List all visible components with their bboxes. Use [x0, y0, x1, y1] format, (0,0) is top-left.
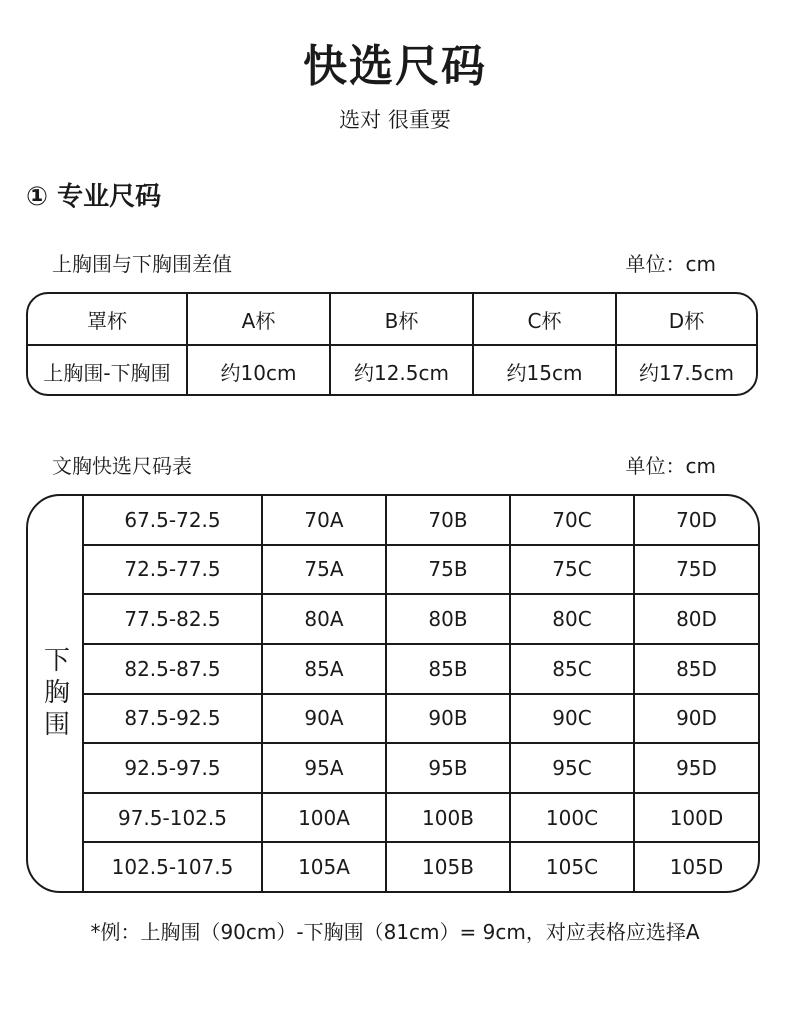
underbust-range-cell: 77.5-82.5 — [124, 607, 221, 632]
size-cell: 80A — [261, 595, 385, 643]
bra-size-table — [26, 494, 760, 893]
size-table-body — [84, 496, 758, 891]
size-cell: 95D — [633, 744, 758, 792]
size-cell: 100B — [385, 794, 509, 842]
underbust-range-cell: 82.5-87.5 — [124, 656, 221, 681]
size-cell: 75D — [633, 546, 758, 594]
table-header-cell: D杯 — [615, 294, 756, 344]
table-cell: 约12.5cm — [329, 346, 472, 396]
table-row — [28, 346, 756, 396]
size-cell: 95A — [261, 744, 385, 792]
table-header-row — [28, 294, 756, 346]
size-table-label: 文胸快选尺码表 — [52, 454, 192, 478]
table-row — [84, 593, 758, 643]
table-header-cell: B杯 — [329, 294, 472, 344]
page-subtitle: 选对 很重要 — [339, 108, 451, 132]
table-row — [84, 544, 758, 594]
underbust-side-label — [28, 496, 84, 891]
size-cell: 70C — [509, 496, 633, 544]
table-row — [84, 742, 758, 792]
size-cell: 105A — [261, 843, 385, 891]
section-title: ① 专业尺码 — [26, 182, 162, 212]
size-cell: 105B — [385, 843, 509, 891]
size-cell: 75C — [509, 546, 633, 594]
size-cell: 85B — [385, 645, 509, 693]
size-cell: 90B — [385, 695, 509, 743]
size-cell: 80D — [633, 595, 758, 643]
size-cell: 100A — [261, 794, 385, 842]
cup-difference-table — [26, 292, 758, 396]
size-cell: 90D — [633, 695, 758, 743]
size-cell: 75B — [385, 546, 509, 594]
size-cell: 100D — [633, 794, 758, 842]
size-cell: 100C — [509, 794, 633, 842]
size-cell: 95B — [385, 744, 509, 792]
table-header-cell: 罩杯 — [87, 308, 127, 333]
size-cell: 75A — [261, 546, 385, 594]
size-cell: 105D — [633, 843, 758, 891]
size-cell: 90C — [509, 695, 633, 743]
size-cell: 90A — [261, 695, 385, 743]
diff-table-label: 上胸围与下胸围差值 — [52, 252, 232, 276]
size-cell: 80B — [385, 595, 509, 643]
table-cell: 约17.5cm — [615, 346, 756, 396]
size-cell: 85C — [509, 645, 633, 693]
size-cell: 105C — [509, 843, 633, 891]
table-cell: 上胸围-下胸围 — [43, 360, 171, 385]
table-row — [84, 693, 758, 743]
underbust-range-cell: 87.5-92.5 — [124, 706, 221, 731]
table-row — [84, 792, 758, 842]
table-header-cell: A杯 — [186, 294, 329, 344]
size-cell: 70B — [385, 496, 509, 544]
diff-table-unit: 单位：cm — [625, 252, 716, 276]
size-cell: 85A — [261, 645, 385, 693]
size-cell: 70D — [633, 496, 758, 544]
table-cell: 约10cm — [186, 346, 329, 396]
table-row — [84, 496, 758, 544]
table-row — [84, 841, 758, 891]
underbust-side-label-text: 下胸围 — [39, 645, 70, 742]
page-title: 快选尺码 — [303, 41, 487, 92]
underbust-range-cell: 97.5-102.5 — [117, 805, 227, 830]
table-cell: 约15cm — [472, 346, 615, 396]
table-header-cell: C杯 — [472, 294, 615, 344]
size-cell: 80C — [509, 595, 633, 643]
underbust-range-cell: 72.5-77.5 — [124, 557, 221, 582]
example-note: *例：上胸围（90cm）-下胸围（81cm）= 9cm，对应表格应选择A — [90, 920, 700, 944]
size-cell: 70A — [261, 496, 385, 544]
underbust-range-cell: 67.5-72.5 — [124, 507, 221, 532]
size-cell: 85D — [633, 645, 758, 693]
table-row — [84, 643, 758, 693]
underbust-range-cell: 102.5-107.5 — [111, 855, 234, 880]
underbust-range-cell: 92.5-97.5 — [124, 755, 221, 780]
size-cell: 95C — [509, 744, 633, 792]
size-table-unit: 单位：cm — [625, 454, 716, 478]
